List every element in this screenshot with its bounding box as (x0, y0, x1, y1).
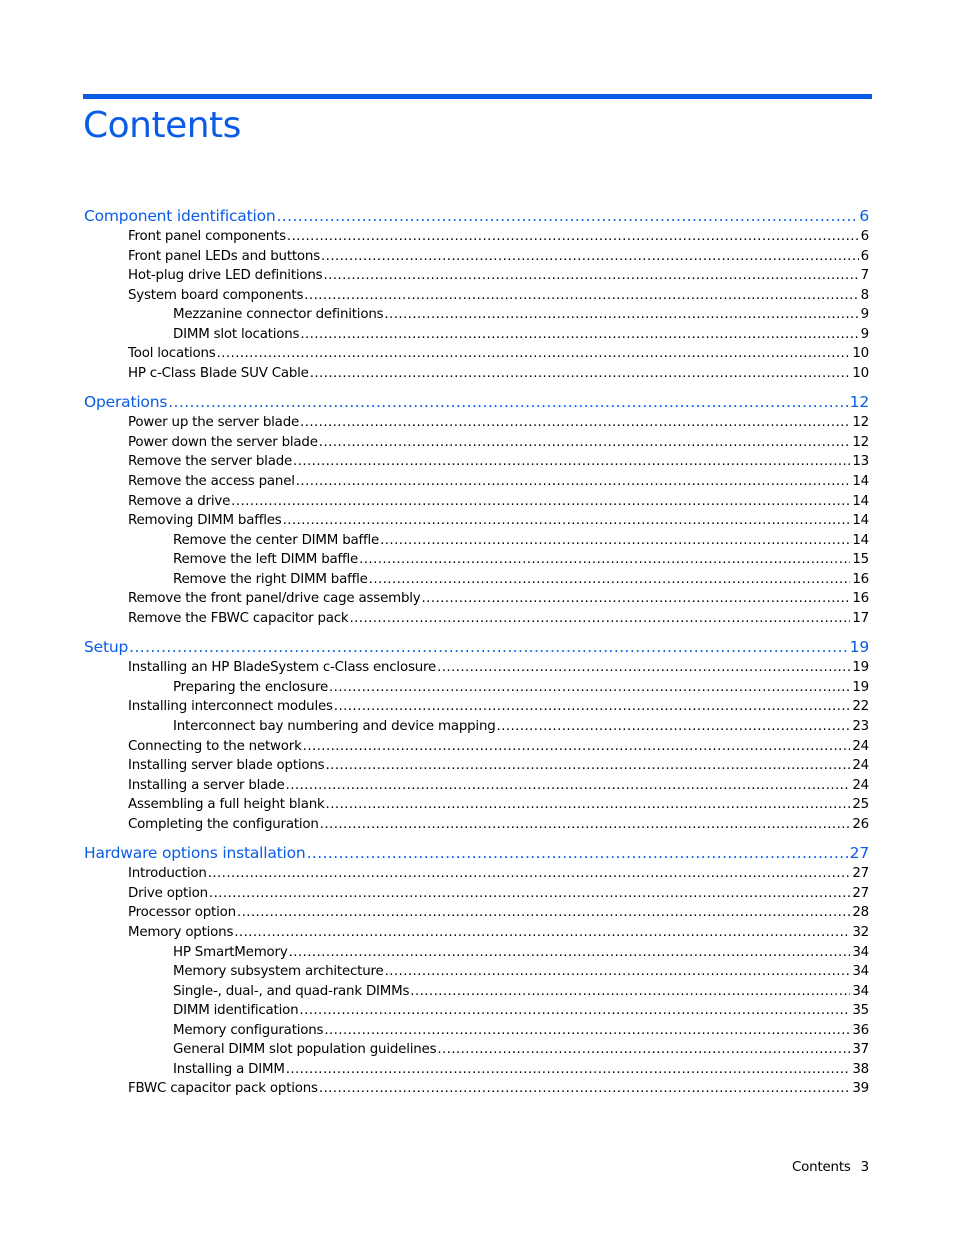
toc-subentry[interactable] (84, 266, 869, 286)
toc-entry-title: Hardware options installation (84, 844, 306, 863)
toc-entry-title: Preparing the enclosure (173, 679, 329, 695)
toc-section-heading[interactable] (84, 205, 869, 227)
dot-leader (209, 884, 850, 904)
dot-leader (323, 266, 858, 286)
dot-leader (324, 1021, 850, 1041)
toc-entry-page: 17 (852, 610, 869, 626)
toc-subentry[interactable] (84, 364, 869, 384)
toc-entry-title: General DIMM slot population guidelines (173, 1042, 437, 1058)
toc-entry-title: Front panel LEDs and buttons (128, 248, 320, 264)
toc-entry-page: 27 (852, 866, 869, 882)
toc-entry-page: 15 (852, 552, 869, 568)
toc-entry-page: 34 (852, 964, 869, 980)
toc-entry-page: 6 (860, 229, 869, 244)
toc-entry-title: Installing interconnect modules (128, 699, 333, 715)
toc-subentry[interactable] (84, 697, 869, 717)
toc-subentry[interactable] (84, 903, 869, 923)
toc-subentry[interactable] (84, 795, 869, 815)
dot-leader (296, 472, 851, 492)
toc-entry-title: Remove the center DIMM baffle (173, 532, 380, 548)
toc-subentry[interactable] (84, 658, 869, 678)
page-title: Contents (83, 105, 241, 146)
toc-entry-title: Remove the right DIMM baffle (173, 571, 368, 587)
toc-entry-title: Installing a server blade (128, 777, 285, 793)
toc-subentry[interactable] (84, 815, 869, 835)
toc-entry-page: 7 (860, 268, 869, 284)
toc-entry-title: Power up the server blade (128, 415, 300, 431)
toc-subentry[interactable] (84, 472, 869, 492)
toc-entry-title: Completing the configuration (128, 816, 319, 832)
toc-entry-title: Memory configurations (173, 1022, 324, 1038)
dot-leader (437, 658, 850, 678)
toc-subentry[interactable] (84, 247, 869, 267)
toc-subentry[interactable] (84, 776, 869, 796)
dot-leader (217, 344, 851, 364)
dot-leader (321, 247, 859, 267)
toc-subentry[interactable] (84, 227, 869, 247)
toc-entry-title: Remove the front panel/drive cage assembly (128, 591, 421, 607)
toc-entry-title: Power down the server blade (128, 434, 318, 450)
dot-leader (320, 815, 851, 835)
toc-entry-page: 34 (852, 983, 869, 999)
dot-leader (334, 697, 851, 717)
toc-section (84, 205, 869, 383)
toc-subentry[interactable] (84, 413, 869, 433)
toc-entry-page: 38 (852, 1061, 869, 1077)
footer-page-number: 3 (860, 1160, 869, 1175)
toc-entry-page: 6 (860, 248, 869, 264)
toc-subsubentry[interactable] (84, 717, 869, 737)
toc-entry-page: 14 (852, 532, 869, 548)
toc-entry-page: 22 (852, 699, 869, 715)
toc-entry-page: 9 (860, 326, 869, 342)
dot-leader (422, 589, 851, 609)
toc-entry-title: System board components (128, 287, 304, 303)
dot-leader (307, 842, 848, 864)
toc-entry-title: Single-, dual-, and quad-rank DIMMs (173, 983, 410, 999)
dot-leader (325, 756, 850, 776)
dot-leader (359, 550, 850, 570)
toc-entry-title: Processor option (128, 905, 236, 921)
toc-section-heading[interactable] (84, 842, 869, 864)
toc-entry-title: HP SmartMemory (173, 944, 288, 960)
toc-entry-page: 23 (852, 719, 869, 735)
toc-entry-page: 24 (852, 738, 869, 754)
toc-subentry[interactable] (84, 923, 869, 943)
toc-subsubentry[interactable] (84, 550, 869, 570)
dot-leader (300, 325, 858, 345)
toc-entry-title: Assembling a full height blank (128, 797, 325, 813)
toc-entry-page: 16 (852, 591, 869, 607)
dot-leader (385, 962, 851, 982)
toc-subentry[interactable] (84, 864, 869, 884)
toc-entry-page: 19 (849, 638, 869, 657)
toc-entry-page: 32 (852, 924, 869, 940)
dot-leader (234, 923, 850, 943)
toc-subsubentry[interactable] (84, 982, 869, 1002)
toc-entry-title: DIMM identification (173, 1003, 299, 1019)
toc-subentry[interactable] (84, 609, 869, 629)
toc-entry-page: 25 (852, 797, 869, 813)
toc-subentry[interactable] (84, 589, 869, 609)
toc-entry-page: 28 (852, 905, 869, 921)
toc-subentry[interactable] (84, 737, 869, 757)
toc-entry-page: 14 (852, 474, 869, 490)
toc-subentry[interactable] (84, 1079, 869, 1099)
dot-leader (293, 452, 850, 472)
toc-section (84, 636, 869, 834)
toc-entry-page: 24 (852, 758, 869, 774)
toc-entry-page: 12 (852, 434, 869, 450)
dot-leader (380, 531, 850, 551)
toc-subsubentry[interactable] (84, 325, 869, 345)
table-of-contents (84, 205, 869, 1107)
toc-entry-page: 37 (852, 1042, 869, 1058)
toc-subentry[interactable] (84, 286, 869, 306)
dot-leader (303, 737, 851, 757)
toc-subsubentry[interactable] (84, 305, 869, 325)
dot-leader (286, 776, 851, 796)
toc-subsubentry[interactable] (84, 570, 869, 590)
toc-entry-title: Mezzanine connector definitions (173, 307, 384, 323)
toc-entry-page: 12 (852, 415, 869, 431)
toc-entry-page: 10 (852, 346, 869, 362)
dot-leader (310, 364, 851, 384)
toc-entry-title: Connecting to the network (128, 738, 302, 754)
toc-entry-title: Remove the left DIMM baffle (173, 552, 359, 568)
toc-entry-title: Remove the FBWC capacitor pack (128, 610, 349, 626)
toc-entry-page: 10 (852, 365, 869, 381)
toc-section (84, 842, 869, 1099)
toc-subsubentry[interactable] (84, 943, 869, 963)
dot-leader (437, 1040, 850, 1060)
dot-leader (168, 391, 847, 413)
toc-entry-title: Tool locations (128, 346, 216, 362)
dot-leader (497, 717, 851, 737)
toc-subsubentry[interactable] (84, 1001, 869, 1021)
toc-entry-title: FBWC capacitor pack options (128, 1081, 318, 1097)
dot-leader (208, 864, 851, 884)
toc-entry-title: Memory subsystem architecture (173, 964, 384, 980)
dot-leader (231, 492, 850, 512)
toc-entry-page: 35 (852, 1003, 869, 1019)
toc-subsubentry[interactable] (84, 1021, 869, 1041)
dot-leader (410, 982, 850, 1002)
toc-subentry[interactable] (84, 344, 869, 364)
dot-leader (319, 433, 851, 453)
toc-entry-title: Installing an HP BladeSystem c-Class enclosure (128, 660, 437, 676)
toc-entry-page: 13 (852, 454, 869, 470)
toc-section-heading[interactable] (84, 391, 869, 413)
toc-subsubentry[interactable] (84, 962, 869, 982)
dot-leader (283, 511, 851, 531)
toc-entry-title: Remove the access panel (128, 474, 295, 490)
dot-leader (349, 609, 850, 629)
toc-entry-page: 27 (852, 885, 869, 901)
toc-subsubentry[interactable] (84, 1060, 869, 1080)
toc-entry-title: Remove a drive (128, 493, 231, 509)
toc-entry-page: 24 (852, 777, 869, 793)
toc-entry-title: Installing server blade options (128, 758, 325, 774)
toc-subsubentry[interactable] (84, 678, 869, 698)
toc-entry-title: Interconnect bay numbering and device mapping (173, 719, 496, 735)
toc-entry-page: 26 (852, 816, 869, 832)
toc-entry-page: 16 (852, 571, 869, 587)
dot-leader (319, 1079, 851, 1099)
toc-entry-page: 6 (859, 207, 869, 225)
dot-leader (286, 1060, 851, 1080)
toc-entry-title: Component identification (84, 207, 276, 225)
dot-leader (129, 636, 848, 658)
toc-entry-page: 27 (849, 844, 869, 863)
toc-section-heading[interactable] (84, 636, 869, 658)
toc-entry-page: 14 (852, 513, 869, 529)
toc-entry-page: 39 (852, 1081, 869, 1097)
toc-subsubentry[interactable] (84, 1040, 869, 1060)
toc-entry-page: 9 (860, 307, 869, 323)
toc-entry-page: 34 (852, 944, 869, 960)
toc-entry-title: HP c-Class Blade SUV Cable (128, 365, 309, 381)
toc-entry-page: 8 (860, 287, 869, 303)
toc-entry-title: Drive option (128, 885, 208, 901)
toc-entry-title: Remove the server blade (128, 454, 293, 470)
toc-entry-title: Memory options (128, 924, 234, 940)
dot-leader (276, 205, 857, 227)
toc-entry-page: 19 (852, 679, 869, 695)
title-rule (83, 94, 872, 99)
toc-entry-page: 19 (852, 660, 869, 676)
toc-entry-page: 36 (852, 1022, 869, 1038)
toc-entry-title: Removing DIMM baffles (128, 513, 282, 529)
toc-subentry[interactable] (84, 452, 869, 472)
toc-entry-title: Installing a DIMM (173, 1061, 285, 1077)
dot-leader (369, 570, 851, 590)
dot-leader (326, 795, 851, 815)
dot-leader (299, 1001, 850, 1021)
dot-leader (304, 286, 858, 306)
toc-subentry[interactable] (84, 433, 869, 453)
dot-leader (237, 903, 850, 923)
toc-entry-title: Operations (84, 393, 168, 412)
toc-entry-title: Hot-plug drive LED definitions (128, 268, 323, 284)
toc-subentry[interactable] (84, 511, 869, 531)
toc-entry-page: 14 (852, 493, 869, 509)
toc-subentry[interactable] (84, 756, 869, 776)
toc-entry-title: Introduction (128, 866, 207, 882)
toc-subentry[interactable] (84, 884, 869, 904)
dot-leader (287, 227, 859, 247)
page-footer (792, 1158, 869, 1178)
dot-leader (384, 305, 858, 325)
toc-entry-page: 12 (849, 393, 869, 412)
toc-entry-title: DIMM slot locations (173, 326, 300, 342)
toc-subsubentry[interactable] (84, 531, 869, 551)
toc-entry-title: Setup (84, 638, 129, 657)
toc-subentry[interactable] (84, 492, 869, 512)
toc-section (84, 391, 869, 628)
footer-label: Contents (792, 1160, 851, 1175)
dot-leader (300, 413, 850, 433)
dot-leader (289, 943, 851, 963)
toc-entry-title: Front panel components (128, 229, 286, 244)
dot-leader (329, 678, 850, 698)
